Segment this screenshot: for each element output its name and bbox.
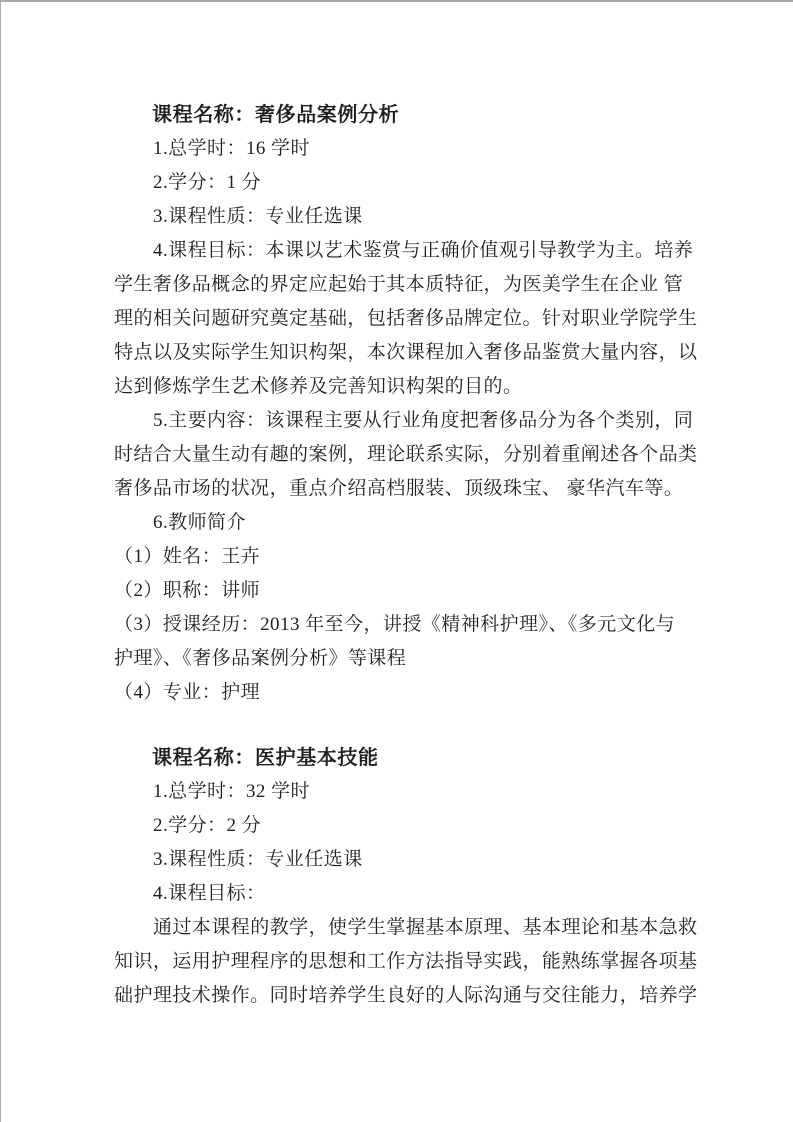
text-line: （2）职称：讲师 [114,580,261,601]
course-section-lines [114,132,698,710]
course-section-lines [114,775,698,1013]
text-line: 2.学分：2 分 [153,815,262,836]
text-line: 理的相关问题研究奠定基础，包括奢侈品牌定位。针对职业学院学生 [114,308,698,329]
text-line: 知识，运用护理程序的思想和工作方法指导实践，能熟练掌握各项基 [114,951,698,972]
text-line: 4.课程目标： [153,883,266,904]
course-title: 课程名称：医护基本技能 [152,747,379,769]
text-line: 通过本课程的教学，使学生掌握基本原理、基本理论和基本急救 [153,917,698,938]
text-line: 时结合大量生动有趣的案例，理论联系实际，分别着重阐述各个品类 [114,444,698,465]
text-line: 1.总学时：32 学时 [153,781,310,802]
text-line: 特点以及实际学生知识构架，本次课程加入奢侈品鉴赏大量内容，以 [114,342,698,363]
text-line: 5.主要内容：该课程主要从行业角度把奢侈品分为各个类别，同 [153,410,694,431]
text-line: 2.学分：1 分 [153,172,262,193]
page-content [114,98,698,1013]
text-line: 础护理技术操作。同时培养学生良好的人际沟通与交往能力，培养学 [114,985,698,1006]
section-divider-space [114,710,686,741]
text-line: 奢侈品市场的状况，重点介绍高档服装、顶级珠宝、 豪华汽车等。 [114,478,684,499]
text-line: 1.总学时：16 学时 [153,138,310,159]
text-line: （1）姓名：王卉 [114,546,261,567]
text-line: 4.课程目标：本课以艺术鉴赏与正确价值观引导教学为主。培养 [153,240,694,261]
course-section-1 [114,98,698,710]
text-line: 护理》、《奢侈品案例分析》等课程 [114,648,407,669]
course-title: 课程名称：奢侈品案例分析 [152,104,400,126]
text-line: 3.课程性质：专业任选课 [153,849,363,870]
text-line: 学生奢侈品概念的界定应起始于其本质特征，为医美学生在企业 管 [114,274,684,295]
course-section-2 [114,741,698,1013]
text-line: （4）专业：护理 [114,682,261,703]
text-line: 达到修炼学生艺术修养及完善知识构架的目的。 [114,376,523,397]
text-line: （3）授课经历：2013 年至今，讲授《精神科护理》、《多元文化与 [114,614,676,635]
text-line: 3.课程性质：专业任选课 [153,206,363,227]
text-line: 6.教师简介 [153,512,246,533]
